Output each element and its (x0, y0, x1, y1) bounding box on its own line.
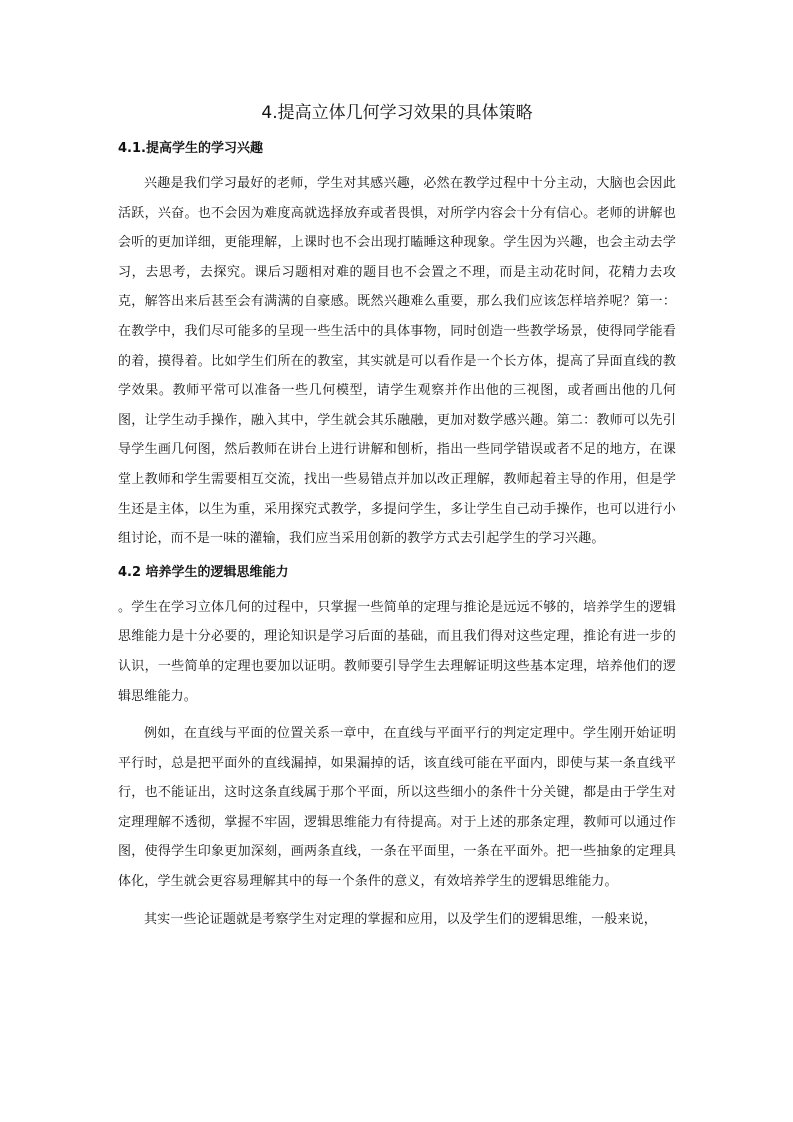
paragraph-logic-example: 例如，在直线与平面的位置关系一章中，在直线与平面平行的判定定理中。学生刚开始证明平行时，总是把平面外的直线漏掉，如果漏掉的话，该直线可能在平面内，即使与某一条直线平行，也不能证出，这时这条直线属于那个平面，所以这些细小的条件十分关键，都是由于学生对定理理解不透彻，掌握不牢固，逻辑思维能力有待提高。对于上述的那条定理，教师可以通过作图，使得学生印象更加深刻，画两条直线，一条在平面里，一条在平面外。把一些抽象的定理具体化，学生就会更容易理解其中的每一个条件的意义，有效培养学生的逻辑思维能力。 (118, 726, 676, 890)
document-title: 4.提高立体几何学习效果的具体策略 (261, 103, 533, 123)
document-body (118, 98, 676, 936)
paragraph-interest: 兴趣是我们学习最好的老师，学生对其感兴趣，必然在教学过程中十分主动，大脑也会因此活跃，兴奋。也不会因为难度高就选择放弃或者畏惧，对所学内容会十分有信心。老师的讲解也会听的更加详细，更能理解，上课时也不会出现打瞌睡这种现象。学生因为兴趣，也会主动去学习，去思考，去探究。课后习题相对难的题目也不会置之不理，而是主动花时间，花精力去攻克，解答出来后甚至会有满满的自豪感。既然兴趣难么重要，那么我们应该怎样培养呢？第一：在教学中，我们尽可能多的呈现一些生活中的具体事物，同时创造一些教学场景，使得同学能看的着，摸得着。比如学生们所在的教室，其实就是可以看作是一个长方体，提高了异面直线的教学效果。教师平常可以准备一些几何模型，请学生观察并作出他的三视图，或者画出他的几何图，让学生动手操作，融入其中，学生就会其乐融融，更加对数学感兴趣。第二：教师可以先引导学生画几何图，然后教师在讲台上进行讲解和刨析，指出一些同学错误或者不足的地方，在课堂上教师和学生需要相互交流，找出一些易错点并加以改正理解，教师起着主导的作用，但是学生还是主体，以生为重，采用探究式教学，多提问学生，多让学生自己动手操作，也可以进行小组讨论，而不是一味的灌输，我们应当采用创新的教学方式去引起学生的学习兴趣。 (118, 176, 676, 547)
paragraph-logic-intro: 。学生在学习立体几何的过程中，只掌握一些简单的定理与推论是远远不够的，培养学生的逻辑思维能力是十分必要的，理论知识是学习后面的基础，而且我们得对这些定理，推论有进一步的认识，一些简单的定理也要加以证明。教师要引导学生去理解证明这些基本定理，培养他们的逻辑思维能力。 (118, 599, 676, 704)
paragraph-logic-proof: 其实一些论证题就是考察学生对定理的掌握和应用，以及学生们的逻辑思维，一般来说， (144, 911, 657, 927)
section-heading-interest: 4.1.提高学生的学习兴趣 (118, 141, 263, 156)
section-heading-logic: 4.2 培养学生的逻辑思维能力 (118, 564, 289, 580)
